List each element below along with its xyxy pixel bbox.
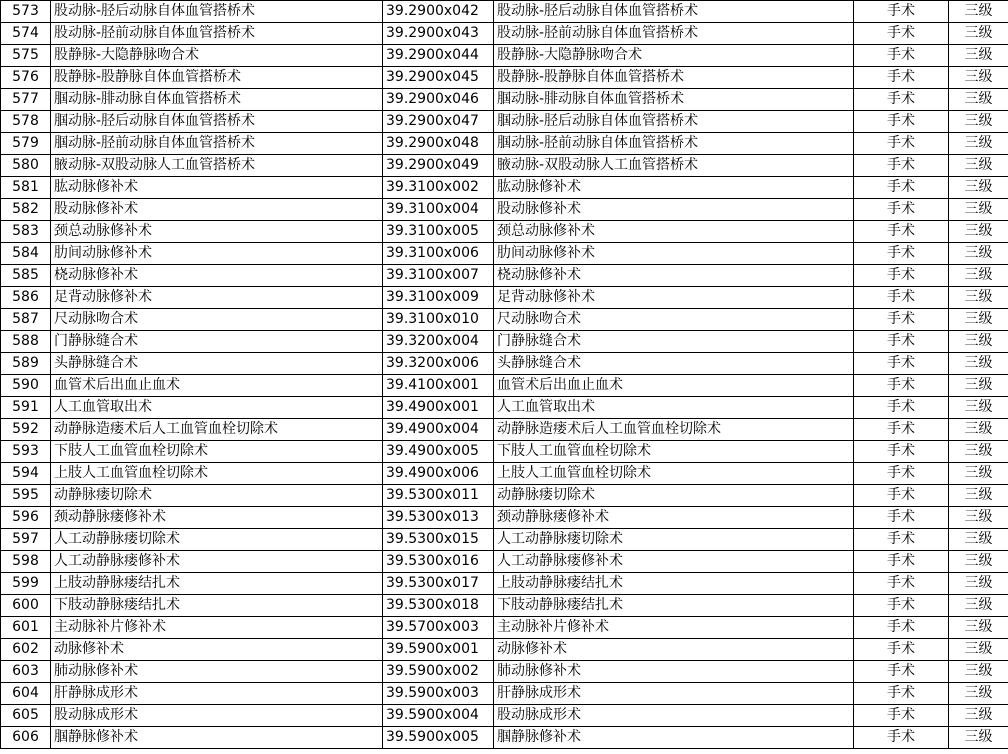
- category-cell[interactable]: 手术: [854, 353, 949, 375]
- procedure-code-cell[interactable]: 39.4900x004: [383, 419, 494, 441]
- procedure-code-cell[interactable]: 39.5900x005: [383, 727, 494, 749]
- procedure-code-cell[interactable]: 39.3100x004: [383, 199, 494, 221]
- standard-name-cell[interactable]: 人工动静脉瘘修补术: [494, 551, 854, 573]
- procedure-name-cell[interactable]: 肋间动脉修补术: [51, 243, 383, 265]
- category-cell[interactable]: 手术: [854, 485, 949, 507]
- row-number-cell[interactable]: 606: [1, 727, 51, 749]
- procedure-code-cell[interactable]: 39.5900x004: [383, 705, 494, 727]
- standard-name-cell[interactable]: 腘动脉-胫前动脉自体血管搭桥术: [494, 133, 854, 155]
- table-row: [1, 243, 1008, 265]
- standard-name-cell[interactable]: 腘动脉-腓动脉自体血管搭桥术: [494, 89, 854, 111]
- procedure-code-cell[interactable]: 39.3200x004: [383, 331, 494, 353]
- category-cell[interactable]: 手术: [854, 199, 949, 221]
- procedure-name-cell[interactable]: 股动脉-胫前动脉自体血管搭桥术: [51, 23, 383, 45]
- table-row: [1, 573, 1008, 595]
- row-number-cell[interactable]: 582: [1, 199, 51, 221]
- procedure-name-cell[interactable]: 人工动静脉瘘切除术: [51, 529, 383, 551]
- procedure-code-cell[interactable]: 39.2900x045: [383, 67, 494, 89]
- procedure-name-cell[interactable]: 股动脉成形术: [51, 705, 383, 727]
- grade-level-cell[interactable]: 三级: [949, 419, 1008, 441]
- category-cell[interactable]: 手术: [854, 177, 949, 199]
- table-row: [1, 331, 1008, 353]
- procedure-code-cell[interactable]: 39.2900x043: [383, 23, 494, 45]
- category-cell[interactable]: 手术: [854, 1, 949, 23]
- category-cell[interactable]: 手术: [854, 331, 949, 353]
- grade-level-cell[interactable]: 三级: [949, 177, 1008, 199]
- standard-name-cell[interactable]: 上肢人工血管血栓切除术: [494, 463, 854, 485]
- grade-level-cell[interactable]: 三级: [949, 221, 1008, 243]
- procedure-name-cell[interactable]: 腘动脉-胫后动脉自体血管搭桥术: [51, 111, 383, 133]
- row-number-cell[interactable]: 581: [1, 177, 51, 199]
- row-number-cell[interactable]: 597: [1, 529, 51, 551]
- procedure-name-cell[interactable]: 桡动脉修补术: [51, 265, 383, 287]
- row-number-cell[interactable]: 574: [1, 23, 51, 45]
- row-number-cell[interactable]: 573: [1, 1, 51, 23]
- procedure-name-cell[interactable]: 股动脉修补术: [51, 199, 383, 221]
- category-cell[interactable]: 手术: [854, 551, 949, 573]
- procedure-name-cell[interactable]: 股静脉-大隐静脉吻合术: [51, 45, 383, 67]
- procedure-name-cell[interactable]: 腘动脉-腓动脉自体血管搭桥术: [51, 89, 383, 111]
- standard-name-cell[interactable]: 动静脉造瘘术后人工血管血栓切除术: [494, 419, 854, 441]
- procedure-name-cell[interactable]: 主动脉补片修补术: [51, 617, 383, 639]
- table-row: [1, 221, 1008, 243]
- category-cell[interactable]: 手术: [854, 89, 949, 111]
- row-number-cell[interactable]: 590: [1, 375, 51, 397]
- procedure-name-cell[interactable]: 人工动静脉瘘修补术: [51, 551, 383, 573]
- grade-level-cell[interactable]: 三级: [949, 375, 1008, 397]
- grade-level-cell[interactable]: 三级: [949, 463, 1008, 485]
- standard-name-cell[interactable]: 人工动静脉瘘切除术: [494, 529, 854, 551]
- table-row: [1, 309, 1008, 331]
- procedure-name-cell[interactable]: 颈总动脉修补术: [51, 221, 383, 243]
- category-cell[interactable]: 手术: [854, 155, 949, 177]
- grade-level-cell[interactable]: 三级: [949, 111, 1008, 133]
- table-row: [1, 419, 1008, 441]
- row-number-cell[interactable]: 588: [1, 331, 51, 353]
- grade-level-cell[interactable]: 三级: [949, 45, 1008, 67]
- procedure-name-cell[interactable]: 门静脉缝合术: [51, 331, 383, 353]
- procedure-code-cell[interactable]: 39.4100x001: [383, 375, 494, 397]
- row-number-cell[interactable]: 600: [1, 595, 51, 617]
- row-number-cell[interactable]: 595: [1, 485, 51, 507]
- table-row: [1, 23, 1008, 45]
- row-number-cell[interactable]: 594: [1, 463, 51, 485]
- category-cell[interactable]: 手术: [854, 573, 949, 595]
- grade-level-cell[interactable]: 三级: [949, 595, 1008, 617]
- procedure-code-cell[interactable]: 39.2900x049: [383, 155, 494, 177]
- table-row: [1, 661, 1008, 683]
- procedure-code-cell[interactable]: 39.3100x005: [383, 221, 494, 243]
- category-cell[interactable]: 手术: [854, 265, 949, 287]
- row-number-cell[interactable]: 583: [1, 221, 51, 243]
- category-cell[interactable]: 手术: [854, 727, 949, 749]
- standard-name-cell[interactable]: 上肢动静脉瘘结扎术: [494, 573, 854, 595]
- procedure-code-cell[interactable]: 39.3100x006: [383, 243, 494, 265]
- procedure-code-cell[interactable]: 39.2900x042: [383, 1, 494, 23]
- row-number-cell[interactable]: 593: [1, 441, 51, 463]
- table-row: [1, 551, 1008, 573]
- category-cell[interactable]: 手术: [854, 221, 949, 243]
- row-number-cell[interactable]: 580: [1, 155, 51, 177]
- category-cell[interactable]: 手术: [854, 397, 949, 419]
- table-row: [1, 133, 1008, 155]
- procedure-code-cell[interactable]: 39.5900x001: [383, 639, 494, 661]
- procedure-code-cell[interactable]: 39.5900x003: [383, 683, 494, 705]
- procedure-code-cell[interactable]: 39.5900x002: [383, 661, 494, 683]
- standard-name-cell[interactable]: 尺动脉吻合术: [494, 309, 854, 331]
- procedure-code-cell[interactable]: 39.5300x018: [383, 595, 494, 617]
- procedure-code-cell[interactable]: 39.5300x011: [383, 485, 494, 507]
- table-row: [1, 617, 1008, 639]
- procedure-name-cell[interactable]: 动静脉造瘘术后人工血管血栓切除术: [51, 419, 383, 441]
- standard-name-cell[interactable]: 肋间动脉修补术: [494, 243, 854, 265]
- grade-level-cell[interactable]: 三级: [949, 617, 1008, 639]
- row-number-cell[interactable]: 587: [1, 309, 51, 331]
- procedure-name-cell[interactable]: 头静脉缝合术: [51, 353, 383, 375]
- procedure-name-cell[interactable]: 肺动脉修补术: [51, 661, 383, 683]
- grade-level-cell[interactable]: 三级: [949, 89, 1008, 111]
- category-cell[interactable]: 手术: [854, 309, 949, 331]
- procedure-code-cell[interactable]: 39.3100x010: [383, 309, 494, 331]
- grade-level-cell[interactable]: 三级: [949, 287, 1008, 309]
- table-row: [1, 45, 1008, 67]
- grade-level-cell[interactable]: 三级: [949, 155, 1008, 177]
- category-cell[interactable]: 手术: [854, 507, 949, 529]
- grade-level-cell[interactable]: 三级: [949, 397, 1008, 419]
- standard-name-cell[interactable]: 人工血管取出术: [494, 397, 854, 419]
- procedure-name-cell[interactable]: 肱动脉修补术: [51, 177, 383, 199]
- standard-name-cell[interactable]: 股动脉修补术: [494, 199, 854, 221]
- table-row: [1, 89, 1008, 111]
- row-number-cell[interactable]: 578: [1, 111, 51, 133]
- procedure-code-cell[interactable]: 39.3200x006: [383, 353, 494, 375]
- grade-level-cell[interactable]: 三级: [949, 639, 1008, 661]
- grade-level-cell[interactable]: 三级: [949, 727, 1008, 749]
- table-row: [1, 463, 1008, 485]
- table-row: [1, 727, 1008, 749]
- table-row: [1, 287, 1008, 309]
- procedure-code-cell[interactable]: 39.3100x009: [383, 287, 494, 309]
- category-cell[interactable]: 手术: [854, 441, 949, 463]
- table-row: [1, 507, 1008, 529]
- table-row: [1, 529, 1008, 551]
- row-number-cell[interactable]: 577: [1, 89, 51, 111]
- procedure-code-cell[interactable]: 39.4900x006: [383, 463, 494, 485]
- procedure-name-cell[interactable]: 上肢人工血管血栓切除术: [51, 463, 383, 485]
- procedure-code-cell[interactable]: 39.5700x003: [383, 617, 494, 639]
- procedure-code-cell[interactable]: 39.2900x046: [383, 89, 494, 111]
- procedure-name-cell[interactable]: 下肢动静脉瘘结扎术: [51, 595, 383, 617]
- grade-level-cell[interactable]: 三级: [949, 683, 1008, 705]
- grade-level-cell[interactable]: 三级: [949, 705, 1008, 727]
- standard-name-cell[interactable]: 头静脉缝合术: [494, 353, 854, 375]
- table-row: [1, 375, 1008, 397]
- standard-name-cell[interactable]: 下肢人工血管血栓切除术: [494, 441, 854, 463]
- grade-level-cell[interactable]: 三级: [949, 243, 1008, 265]
- category-cell[interactable]: 手术: [854, 111, 949, 133]
- row-number-cell[interactable]: 604: [1, 683, 51, 705]
- row-number-cell[interactable]: 575: [1, 45, 51, 67]
- table-row: [1, 441, 1008, 463]
- grade-level-cell[interactable]: 三级: [949, 661, 1008, 683]
- table-row: [1, 67, 1008, 89]
- procedure-name-cell[interactable]: 血管术后出血止血术: [51, 375, 383, 397]
- procedure-code-cell[interactable]: 39.4900x005: [383, 441, 494, 463]
- procedure-code-cell[interactable]: 39.2900x047: [383, 111, 494, 133]
- category-cell[interactable]: 手术: [854, 639, 949, 661]
- procedure-name-cell[interactable]: 腋动脉-双股动脉人工血管搭桥术: [51, 155, 383, 177]
- row-number-cell[interactable]: 592: [1, 419, 51, 441]
- grade-level-cell[interactable]: 三级: [949, 331, 1008, 353]
- procedure-code-cell[interactable]: 39.5300x017: [383, 573, 494, 595]
- procedure-code-cell[interactable]: 39.3100x007: [383, 265, 494, 287]
- row-number-cell[interactable]: 586: [1, 287, 51, 309]
- grade-level-cell[interactable]: 三级: [949, 133, 1008, 155]
- table-row: [1, 353, 1008, 375]
- standard-name-cell[interactable]: 颈动静脉瘘修补术: [494, 507, 854, 529]
- standard-name-cell[interactable]: 腋动脉-双股动脉人工血管搭桥术: [494, 155, 854, 177]
- row-number-cell[interactable]: 576: [1, 67, 51, 89]
- row-number-cell[interactable]: 602: [1, 639, 51, 661]
- category-cell[interactable]: 手术: [854, 243, 949, 265]
- category-cell[interactable]: 手术: [854, 133, 949, 155]
- row-number-cell[interactable]: 598: [1, 551, 51, 573]
- grade-level-cell[interactable]: 三级: [949, 199, 1008, 221]
- row-number-cell[interactable]: 589: [1, 353, 51, 375]
- grade-level-cell[interactable]: 三级: [949, 265, 1008, 287]
- procedure-code-cell[interactable]: 39.5300x016: [383, 551, 494, 573]
- grade-level-cell[interactable]: 三级: [949, 309, 1008, 331]
- category-cell[interactable]: 手术: [854, 661, 949, 683]
- category-cell[interactable]: 手术: [854, 419, 949, 441]
- standard-name-cell[interactable]: 颈总动脉修补术: [494, 221, 854, 243]
- category-cell[interactable]: 手术: [854, 463, 949, 485]
- procedure-code-cell[interactable]: 39.2900x048: [383, 133, 494, 155]
- procedure-name-cell[interactable]: 上肢动静脉瘘结扎术: [51, 573, 383, 595]
- standard-name-cell[interactable]: 门静脉缝合术: [494, 331, 854, 353]
- procedure-code-cell[interactable]: 39.5300x013: [383, 507, 494, 529]
- table-row: [1, 397, 1008, 419]
- category-cell[interactable]: 手术: [854, 23, 949, 45]
- procedure-table-body: [1, 1, 1008, 749]
- table-row: [1, 177, 1008, 199]
- table-row: [1, 1, 1008, 23]
- grade-level-cell[interactable]: 三级: [949, 529, 1008, 551]
- category-cell[interactable]: 手术: [854, 705, 949, 727]
- standard-name-cell[interactable]: 肱动脉修补术: [494, 177, 854, 199]
- standard-name-cell[interactable]: 股静脉-大隐静脉吻合术: [494, 45, 854, 67]
- grade-level-cell[interactable]: 三级: [949, 507, 1008, 529]
- standard-name-cell[interactable]: 腘动脉-胫后动脉自体血管搭桥术: [494, 111, 854, 133]
- procedure-name-cell[interactable]: 股动脉-胫后动脉自体血管搭桥术: [51, 1, 383, 23]
- grade-level-cell[interactable]: 三级: [949, 67, 1008, 89]
- table-row: [1, 705, 1008, 727]
- row-number-cell[interactable]: 585: [1, 265, 51, 287]
- table-row: [1, 111, 1008, 133]
- standard-name-cell[interactable]: 动静脉瘘切除术: [494, 485, 854, 507]
- category-cell[interactable]: 手术: [854, 529, 949, 551]
- row-number-cell[interactable]: 605: [1, 705, 51, 727]
- procedure-code-cell[interactable]: 39.5300x015: [383, 529, 494, 551]
- procedure-code-cell[interactable]: 39.3100x002: [383, 177, 494, 199]
- procedure-name-cell[interactable]: 足背动脉修补术: [51, 287, 383, 309]
- category-cell[interactable]: 手术: [854, 375, 949, 397]
- procedure-name-cell[interactable]: 下肢人工血管血栓切除术: [51, 441, 383, 463]
- procedure-name-cell[interactable]: 动脉修补术: [51, 639, 383, 661]
- category-cell[interactable]: 手术: [854, 287, 949, 309]
- row-number-cell[interactable]: 601: [1, 617, 51, 639]
- standard-name-cell[interactable]: 腘静脉修补术: [494, 727, 854, 749]
- category-cell[interactable]: 手术: [854, 683, 949, 705]
- row-number-cell[interactable]: 599: [1, 573, 51, 595]
- standard-name-cell[interactable]: 肝静脉成形术: [494, 683, 854, 705]
- table-row: [1, 155, 1008, 177]
- procedure-code-cell[interactable]: 39.2900x044: [383, 45, 494, 67]
- standard-name-cell[interactable]: 下肢动静脉瘘结扎术: [494, 595, 854, 617]
- grade-level-cell[interactable]: 三级: [949, 441, 1008, 463]
- standard-name-cell[interactable]: 动脉修补术: [494, 639, 854, 661]
- standard-name-cell[interactable]: 血管术后出血止血术: [494, 375, 854, 397]
- procedure-name-cell[interactable]: 尺动脉吻合术: [51, 309, 383, 331]
- procedure-name-cell[interactable]: 肝静脉成形术: [51, 683, 383, 705]
- category-cell[interactable]: 手术: [854, 595, 949, 617]
- standard-name-cell[interactable]: 主动脉补片修补术: [494, 617, 854, 639]
- row-number-cell[interactable]: 603: [1, 661, 51, 683]
- table-row: [1, 639, 1008, 661]
- procedure-name-cell[interactable]: 腘动脉-胫前动脉自体血管搭桥术: [51, 133, 383, 155]
- category-cell[interactable]: 手术: [854, 45, 949, 67]
- standard-name-cell[interactable]: 桡动脉修补术: [494, 265, 854, 287]
- standard-name-cell[interactable]: 股静脉-股静脉自体血管搭桥术: [494, 67, 854, 89]
- grade-level-cell[interactable]: 三级: [949, 1, 1008, 23]
- standard-name-cell[interactable]: 足背动脉修补术: [494, 287, 854, 309]
- procedure-name-cell[interactable]: 动静脉瘘切除术: [51, 485, 383, 507]
- standard-name-cell[interactable]: 股动脉-胫前动脉自体血管搭桥术: [494, 23, 854, 45]
- grade-level-cell[interactable]: 三级: [949, 573, 1008, 595]
- procedure-code-cell[interactable]: 39.4900x001: [383, 397, 494, 419]
- row-number-cell[interactable]: 579: [1, 133, 51, 155]
- procedure-name-cell[interactable]: 股静脉-股静脉自体血管搭桥术: [51, 67, 383, 89]
- procedure-name-cell[interactable]: 腘静脉修补术: [51, 727, 383, 749]
- table-row: [1, 265, 1008, 287]
- grade-level-cell[interactable]: 三级: [949, 23, 1008, 45]
- row-number-cell[interactable]: 596: [1, 507, 51, 529]
- table-row: [1, 199, 1008, 221]
- table-row: [1, 485, 1008, 507]
- row-number-cell[interactable]: 584: [1, 243, 51, 265]
- category-cell[interactable]: 手术: [854, 617, 949, 639]
- grade-level-cell[interactable]: 三级: [949, 353, 1008, 375]
- grade-level-cell[interactable]: 三级: [949, 485, 1008, 507]
- grade-level-cell[interactable]: 三级: [949, 551, 1008, 573]
- standard-name-cell[interactable]: 肺动脉修补术: [494, 661, 854, 683]
- category-cell[interactable]: 手术: [854, 67, 949, 89]
- procedure-name-cell[interactable]: 人工血管取出术: [51, 397, 383, 419]
- table-row: [1, 595, 1008, 617]
- standard-name-cell[interactable]: 股动脉-胫后动脉自体血管搭桥术: [494, 1, 854, 23]
- table-row: [1, 683, 1008, 705]
- row-number-cell[interactable]: 591: [1, 397, 51, 419]
- procedure-name-cell[interactable]: 颈动静脉瘘修补术: [51, 507, 383, 529]
- standard-name-cell[interactable]: 股动脉成形术: [494, 705, 854, 727]
